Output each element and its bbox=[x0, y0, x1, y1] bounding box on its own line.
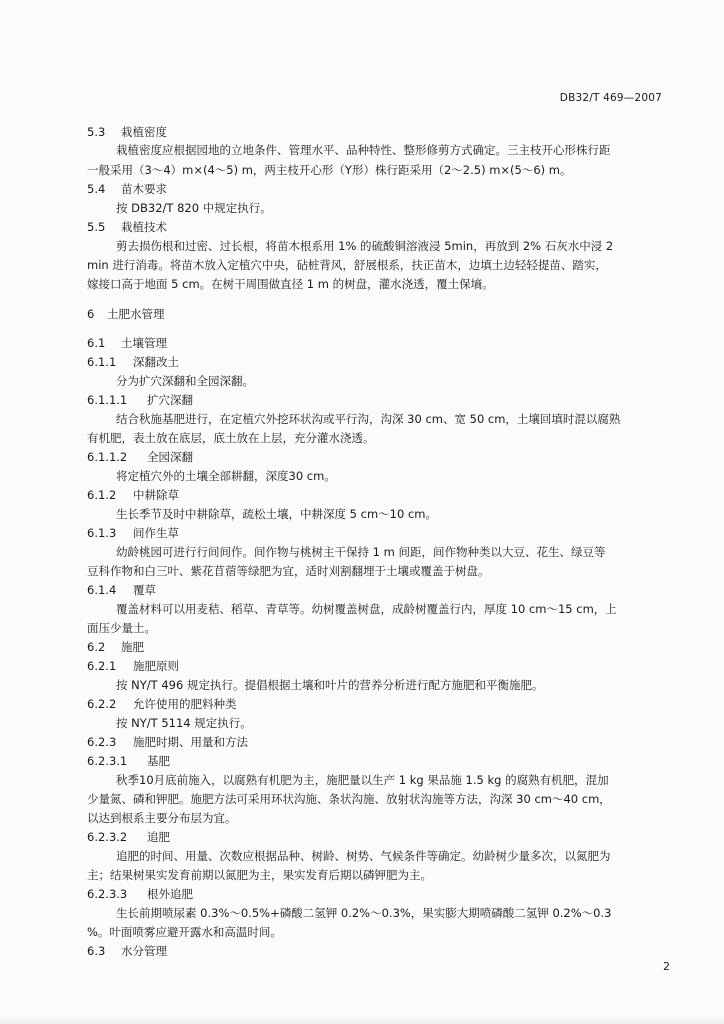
body-text-line: 栽植密度应根据园地的立地条件、管理水平、品种特性、整形修剪方式确定。三主枝开心形株行距 bbox=[116, 143, 611, 157]
body-text-line: 秋季10月底前施入，以腐熟有机肥为主，施肥量以生产 1 kg 果品施 1.5 kg 的腐熟有机肥，混加 bbox=[116, 773, 609, 787]
scan-edge bbox=[0, 1016, 724, 1024]
clause-title: 苗木要求 bbox=[121, 182, 167, 196]
body-text-line: 少量氮、磷和钾肥。施肥方法可采用环状沟施、条状沟施、放射状沟施等方法，沟深 30 cm～40 cm， bbox=[87, 792, 611, 806]
body-text-line: 嫁接口高于地面 5 cm。在树干周围做直径 1 m 的树盘，灌水浇透，覆土保墒。 bbox=[87, 277, 494, 291]
clause-title: 间作生草 bbox=[133, 526, 179, 540]
clause-heading bbox=[87, 525, 179, 541]
body-text-line: 幼龄桃园可进行行间间作。间作物与桃树主干保持 1 m 间距，间作物种类以大豆、花生、绿豆等 bbox=[116, 545, 606, 559]
clause-heading bbox=[87, 335, 167, 351]
body-text-line: %。叶面喷雾应避开露水和高温时间。 bbox=[87, 925, 282, 939]
clause-title: 中耕除草 bbox=[133, 488, 179, 502]
clause-heading bbox=[87, 696, 237, 712]
body-text-line: 追肥的时间、用量、次数应根据品种、树龄、树势、气候条件等确定。幼龄树少量多次，以氮肥为 bbox=[116, 849, 611, 863]
clause-number: 6.1 bbox=[87, 336, 106, 350]
clause-number: 6.1.1.1 bbox=[87, 393, 128, 407]
clause-title: 覆草 bbox=[133, 583, 156, 597]
clause-heading bbox=[87, 943, 167, 959]
clause-title: 栽植密度 bbox=[121, 125, 167, 139]
body-text-line: 分为扩穴深翻和全园深翻。 bbox=[116, 374, 254, 388]
body-text-line: 面压少量土。 bbox=[87, 621, 156, 635]
clause-heading bbox=[87, 219, 167, 235]
clause-number: 6.2 bbox=[87, 640, 106, 654]
clause-heading bbox=[87, 181, 167, 197]
clause-title: 根外追肥 bbox=[147, 887, 193, 901]
clause-title: 追肥 bbox=[147, 830, 170, 844]
body-text-line: 以达到根系主要分布层为宜。 bbox=[87, 811, 237, 825]
clause-heading bbox=[87, 124, 167, 140]
body-text-line: 结合秋施基肥进行，在定植穴外挖环状沟或平行沟，沟深 30 cm、宽 50 cm，土壤回填时混以腐熟 bbox=[116, 412, 621, 426]
clause-number: 6.2.3.2 bbox=[87, 830, 128, 844]
body-text-line: min 进行消毒。将苗木放入定植穴中央，砧桩背风，舒展根系，扶正苗木，边填土边轻轻提苗、踏实， bbox=[87, 258, 607, 272]
body-text-line: 按 NY/T 496 规定执行。提倡根据土壤和叶片的营养分析进行配方施肥和平衡施肥。 bbox=[116, 678, 544, 692]
clause-heading bbox=[87, 753, 170, 769]
clause-title: 扩穴深翻 bbox=[147, 393, 193, 407]
body-text-line: 有机肥，表土放在底层，底土放在上层，充分灌水浇透。 bbox=[87, 431, 375, 445]
clause-number: 6.2.3.1 bbox=[87, 754, 128, 768]
section-title: 土肥水管理 bbox=[107, 307, 165, 321]
clause-number: 6.1.4 bbox=[87, 583, 117, 597]
body-text-line: 豆科作物和白三叶、紫花苜蓿等绿肥为宜，适时刈割翻埋于土壤或覆盖于树盘。 bbox=[87, 564, 490, 578]
body-text-line: 一般采用（3～4）m×(4～5) m，两主枝开心形（Y形）株行距采用（2～2.5) m×(5～6) m。 bbox=[87, 163, 572, 177]
clause-title: 土壤管理 bbox=[121, 336, 167, 350]
page-number: 2 bbox=[663, 960, 670, 973]
clause-number: 6.2.3.3 bbox=[87, 887, 128, 901]
clause-heading bbox=[87, 582, 156, 598]
clause-number: 5.5 bbox=[87, 220, 106, 234]
clause-title: 深翻改土 bbox=[133, 355, 179, 369]
body-text-line: 生长前期喷尿素 0.3%～0.5%+磷酸二氢钾 0.2%～0.3%，果实膨大期喷磷酸二氢钾 0.2%～0.3 bbox=[116, 906, 612, 920]
clause-heading bbox=[87, 829, 170, 845]
standard-number: DB32/T 469—2007 bbox=[559, 92, 662, 104]
clause-title: 水分管理 bbox=[121, 944, 167, 958]
clause-title: 允许使用的肥料种类 bbox=[133, 697, 237, 711]
clause-heading bbox=[87, 639, 144, 655]
clause-title: 施肥原则 bbox=[133, 659, 179, 673]
clause-number: 5.4 bbox=[87, 182, 106, 196]
section-heading bbox=[87, 306, 165, 322]
body-text-line: 覆盖材料可以用麦秸、稻草、青草等。幼树覆盖树盘，成龄树覆盖行内，厚度 10 cm～15 cm，上 bbox=[116, 602, 617, 616]
clause-title: 施肥时期、用量和方法 bbox=[133, 735, 248, 749]
body-text-line: 按 NY/T 5114 规定执行。 bbox=[116, 716, 252, 730]
body-text-line: 按 DB32/T 820 中规定执行。 bbox=[116, 201, 272, 215]
clause-title: 栽植技术 bbox=[121, 220, 167, 234]
clause-heading bbox=[87, 734, 248, 750]
clause-heading bbox=[87, 392, 193, 408]
clause-number: 6.1.2 bbox=[87, 488, 117, 502]
body-text-line: 主；结果树果实发育前期以氮肥为主，果实发育后期以磷钾肥为主。 bbox=[87, 868, 432, 882]
body-text-line: 剪去损伤根和过密、过长根，将苗木根系用 1% 的硫酸铜溶液浸 5min，再放到 2% 石灰水中浸 2 bbox=[116, 239, 614, 253]
body-text-line: 生长季节及时中耕除草，疏松土壤，中耕深度 5 cm～10 cm。 bbox=[116, 507, 437, 521]
clause-heading bbox=[87, 354, 179, 370]
clause-number: 6.1.3 bbox=[87, 526, 117, 540]
clause-number: 6.3 bbox=[87, 944, 106, 958]
clause-number: 6.2.1 bbox=[87, 659, 117, 673]
clause-heading bbox=[87, 487, 179, 503]
clause-number: 6.1.1.2 bbox=[87, 450, 128, 464]
section-number: 6 bbox=[87, 307, 95, 321]
clause-heading bbox=[87, 886, 193, 902]
clause-heading bbox=[87, 449, 193, 465]
clause-heading bbox=[87, 658, 179, 674]
body-text-line: 将定植穴外的土壤全部耕翻，深度30 cm。 bbox=[116, 469, 336, 483]
clause-number: 6.2.2 bbox=[87, 697, 117, 711]
clause-title: 施肥 bbox=[121, 640, 144, 654]
clause-title: 基肥 bbox=[147, 754, 170, 768]
clause-number: 5.3 bbox=[87, 125, 106, 139]
clause-number: 6.2.3 bbox=[87, 735, 117, 749]
clause-number: 6.1.1 bbox=[87, 355, 117, 369]
clause-title: 全园深翻 bbox=[147, 450, 193, 464]
